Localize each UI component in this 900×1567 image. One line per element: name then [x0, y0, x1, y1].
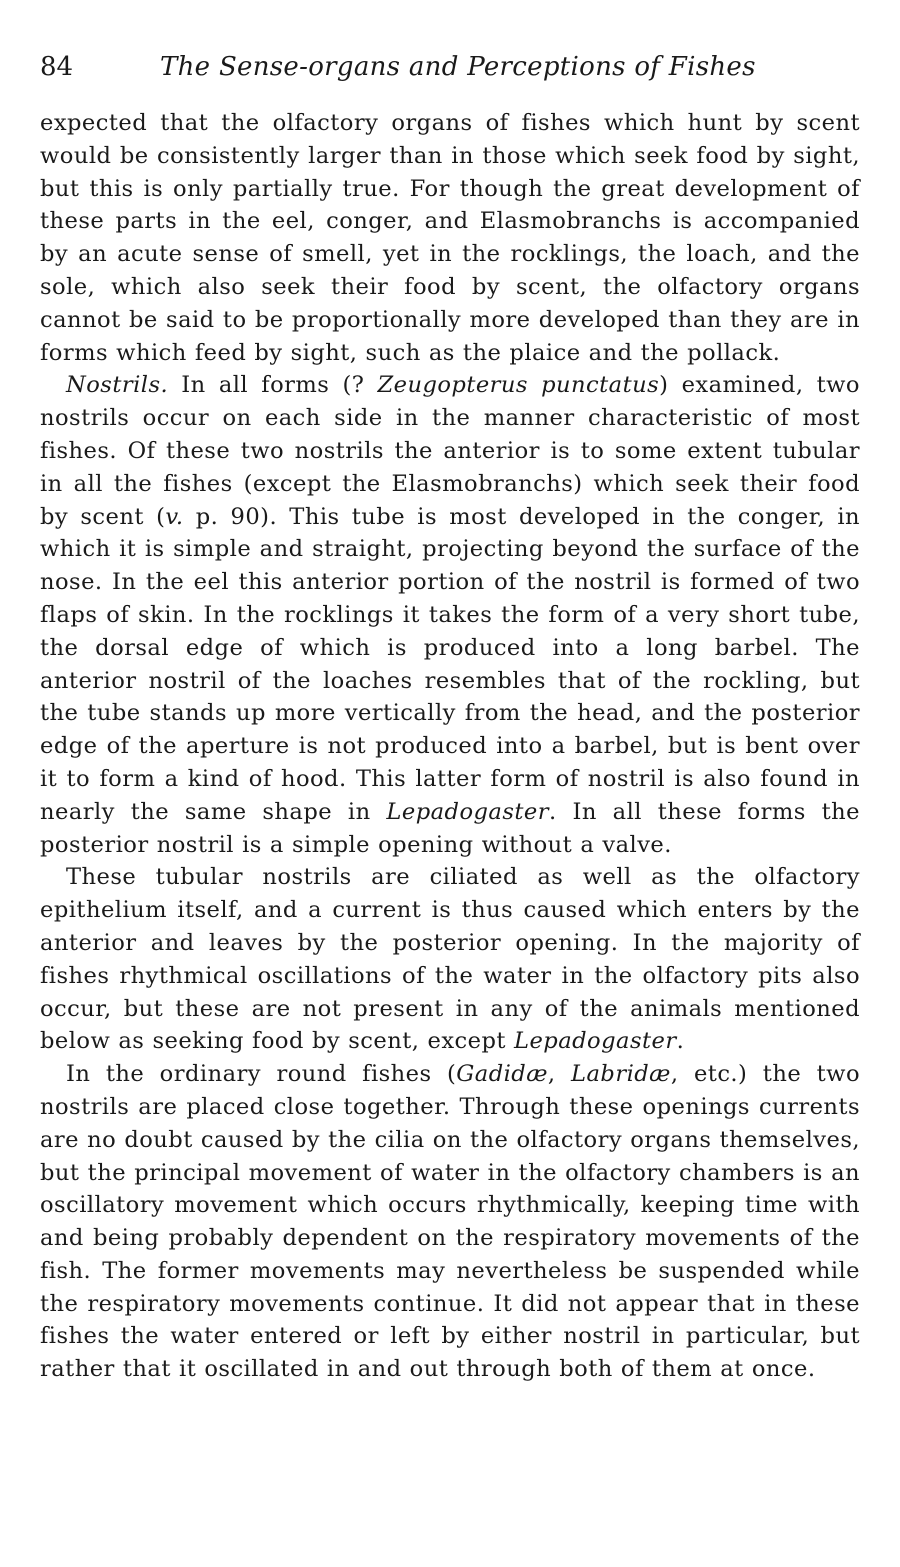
paragraph-text: p. 90). This tube is most developed in the conger, in which it is simple and straight, projecting beyond the surface of the nose. In the eel this anterior portion of the nostril is formed of two flaps of skin. In the rocklings it takes the form of a very short tube, the dorsal edge of which is produced into a long barbel. The anterior nostril of the loaches resembles that of the rockling, but the tube stands up more vertically from the head, and the posterior edge of the aperture is not produced into a barbel, but is bent over it to form a kind of hood. This latter form of nostril is also found in nearly the same shape in: [40, 503, 861, 825]
reference-vide: v.: [165, 503, 184, 530]
paragraph-text: expected that the olfactory organs of fishes which hunt by scent would be consistently larger than in those which seek food by sight, but this is only partially true. For though the great development of these parts in the eel, conger, and Elasmobranchs is accompanied by an acute sense of smell, yet in the rocklings, the loach, and the sole, which also seek their food by scent, the olfactory organs cannot be said to be proportionally more developed than they are in forms which feed by sight, such as the plaice and the pollack.: [40, 110, 860, 366]
section-heading-nostrils: Nostrils.: [66, 372, 169, 399]
family-name: Gadidæ: [456, 1061, 548, 1088]
page-number: 84: [40, 52, 74, 82]
paragraph-text: In the ordinary round fishes (: [66, 1061, 457, 1088]
paragraph-olfactory-size: [40, 107, 860, 369]
family-name: Labridæ: [571, 1061, 671, 1088]
page-header: [40, 50, 860, 90]
genus-name: Lepadogaster: [514, 1028, 677, 1055]
paragraph-tubular-nostrils: [40, 861, 860, 1058]
genus-name: Lepadogaster: [386, 798, 549, 825]
paragraph-text: ) examined, two nostrils occur on each side in the manner characteristic of most fishes. Of these two nostrils the anterior is to some extent tubular in all the fishes (except the Elasmobranchs) which seek their food by scent (: [40, 372, 860, 530]
paragraph-text: , etc.) the two nostrils are placed close together. Through these openings currents are no doubt caused by the cilia on the olfactory organs themselves, but the principal movement of water in the olfactory chambers is an oscillatory movement which occurs rhythmically, keeping time with and being probably dependent on the respiratory movements of the fish. The former movements may nevertheless be suspended while the respiratory movements continue. It did not appear that in these fishes the water entered or left by either nostril in particular, but rather that it oscillated in and out through both of them at once.: [40, 1061, 861, 1383]
body-text: [40, 107, 860, 1386]
species-name: Zeugopterus punctatus: [377, 372, 660, 399]
paragraph-text: ,: [547, 1061, 572, 1088]
paragraph-nostrils: [40, 369, 860, 861]
paragraph-text: In all forms (?: [168, 372, 378, 399]
paragraph-text: .: [676, 1028, 685, 1055]
paragraph-round-fishes: [40, 1058, 860, 1386]
running-title: The Sense-organs and Perceptions of Fishes: [160, 52, 756, 82]
paragraph-text: . In all these forms the posterior nostril is a simple opening without a valve.: [40, 798, 861, 858]
paragraph-text: These tubular nostrils are ciliated as well as the olfactory epithelium itself, and a current is thus caused which enters by the anterior and leaves by the posterior opening. In the majority of fishes rhythmical oscillations of the water in the olfactory pits also occur, but these are not present in any of the animals mentioned below as seeking food by scent, except: [40, 864, 860, 1055]
